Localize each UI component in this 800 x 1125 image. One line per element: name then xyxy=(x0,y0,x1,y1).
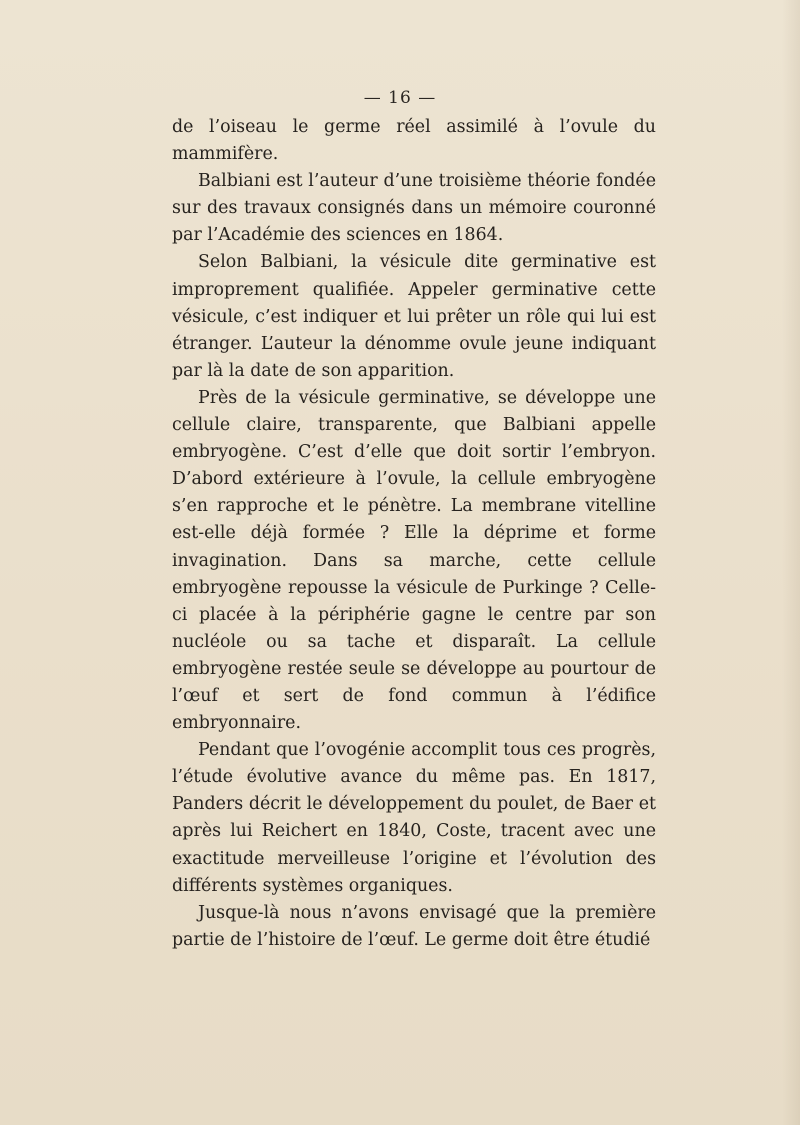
page-number: — 16 — xyxy=(363,88,437,108)
body-text xyxy=(172,114,656,954)
paragraph-ovogenesis: Pendant que l’ovogénie accomplit tous ces progrès, l’étude évolutive avance du même pas. En 1817, Panders décrit le développement du poulet, de Baer et après lui Reichert en 1840, Coste, tracent avec une exactitude merveilleuse l’origine et l’évolution des différents systèmes organiques. xyxy=(172,740,656,896)
paragraph-embryogenic-cell: Près de la vésicule germinative, se développe une cellule claire, transparente, que Balbiani appelle embryogène. C’est d’elle que doit sortir l’embryon. D’abord extérieure à l’ovule, la cellule embryogène s’en rapproche et le pénètre. La membrane vitelline est-elle déjà formée ? Elle la déprime et forme invagination. Dans sa marche, cette cellule embryogène repousse la vésicule de Purkinge ? Celle-ci placée à la périphérie gagne le centre par son nucléole ou sa tache et disparaît. La cellule embryogène restée seule se développe au pourtour de l’œuf et sert de fond commun à l’édifice embryonnaire. xyxy=(172,387,656,734)
paragraph-continuation: de l’oiseau le germe réel assimilé à l’ovule du mammifère. xyxy=(172,117,656,165)
paragraph-egg-history: Jusque-là nous n’avons envisagé que la première partie de l’histoire de l’œuf. Le germe doit être étudié xyxy=(172,902,656,950)
paragraph-germinal-vesicle: Selon Balbiani, la vésicule dite germinative est improprement qualifiée. Appeler germinative cette vésicule, c’est indiquer et lui prêter un rôle qui lui est étranger. L’auteur la dénomme ovule jeune indiquant par là la date de son apparition. xyxy=(172,252,656,381)
paragraph-balbiani-theory: Balbiani est l’auteur d’une troisième théorie fondée sur des travaux consignés dans un mémoire couronné par l’Académie des sciences en 1864. xyxy=(172,171,656,246)
